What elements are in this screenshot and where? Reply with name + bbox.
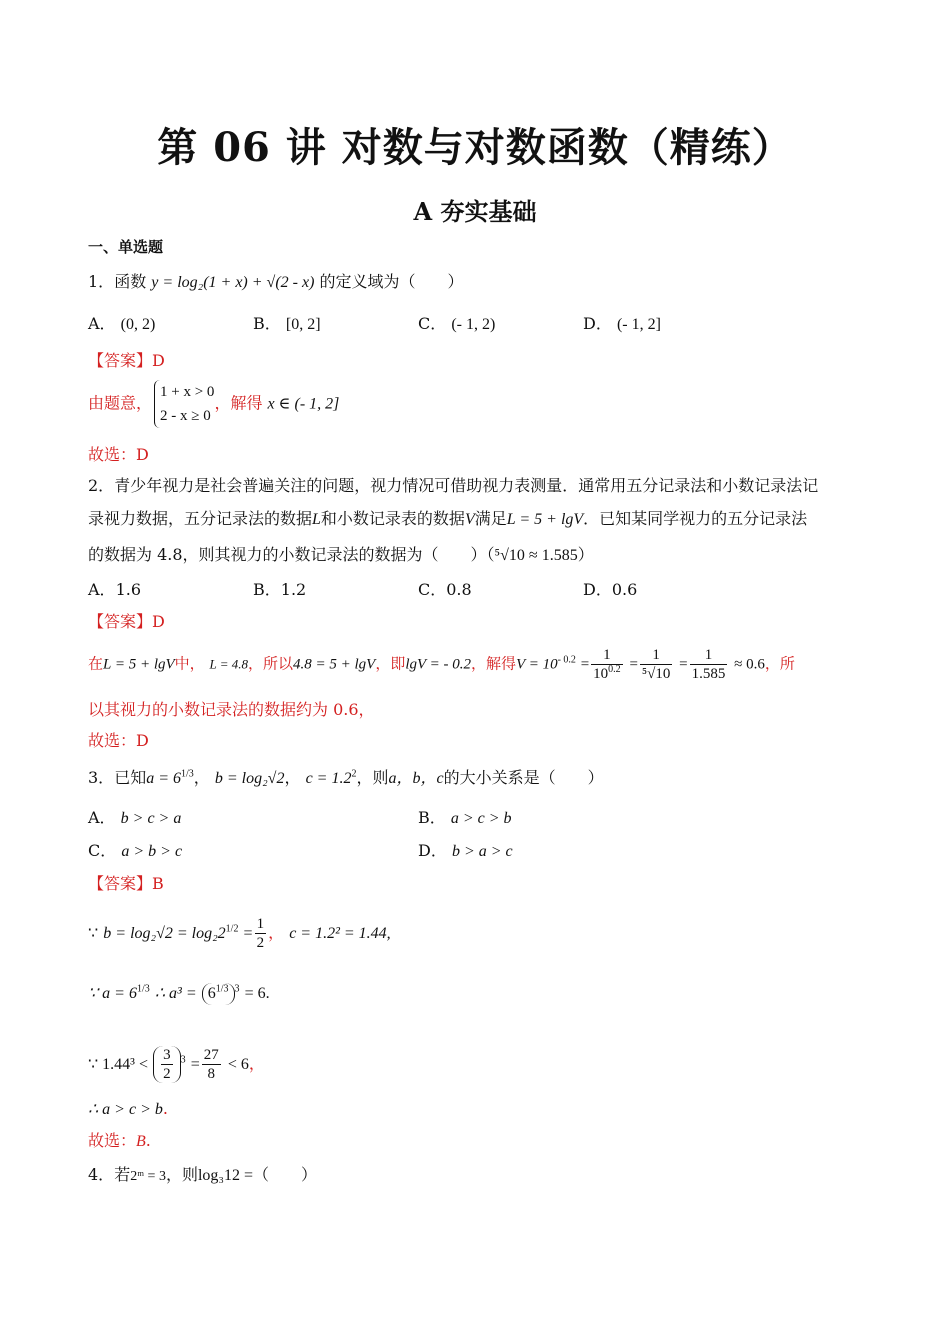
q3-step3: ∵ 1.44³ < $\frac{3}{2}$ $^3$ = $\frac{27}{8}$ < 6， — [88, 1047, 265, 1082]
q1-stem: 1．函数 y = log₂(1 + x) + √(2 - x) 的定义域为（ ） — [88, 272, 464, 291]
q1-option-c: C． (- 1, 2) — [418, 314, 496, 333]
q2-analysis-line2: 以其视力的小数记录法的数据约为 0.6， — [88, 700, 375, 719]
q3-stem: 3．已知$a = 6^{1/3}$， b = log₂√2， $c = 1.2^2$，则a，b，c的大小关系是（ ） — [88, 768, 604, 787]
q2-stem-line3: 的数据为 4.8，则其视力的小数记录法的数据为（ ）（⁵√10 ≈ 1.585） — [88, 545, 594, 564]
q3-step4: ∴ a > c > b. — [88, 1099, 168, 1118]
q3-fraction-paren: $\frac{3}{2}$ — [153, 1046, 181, 1083]
q2-option-a: A．1.6 — [88, 580, 142, 599]
section-subtitle: A 夯实基础 — [413, 197, 537, 226]
q3-choose: 故选：B. — [88, 1131, 151, 1150]
q2-answer: 【答案】D — [88, 612, 165, 631]
q1-answer: 【答案】D — [88, 351, 165, 370]
q1-formula: y = log₂(1 + x) + √(2 - x) — [151, 274, 315, 291]
q3-option-b: B． a > c > b — [418, 808, 512, 827]
q1-option-d: D． (- 1, 2] — [583, 314, 661, 333]
q3-answer: 【答案】B — [88, 874, 164, 893]
q2-choose: 故选：D — [88, 731, 149, 750]
section-heading: 一、单选题 — [88, 238, 164, 256]
q3-paren: $6^{1/3}$ — [202, 983, 235, 1005]
q2-analysis-line1: 在L = 5 + lgV中， L = 4.8，所以4.8 = 5 + lgV，即lgV = - 0.2，解得$V = 10^{- 0.2}$ = $\frac{1}{10^{0.2}}$ = $\frac{1}{\text{⁵√10}}$ = $\frac{1}{1.585}$ ≈ 0.6，所 — [88, 647, 795, 682]
q1-choose: 故选：D — [88, 445, 149, 464]
q3-step1: ∵ $b = \log_2√2 = \log_22^{1/2}$ = $\frac{1}{2}$ ， c = 1.2² = 1.44, — [88, 916, 391, 951]
q2-stem-line1: 2．青少年视力是社会普遍关注的问题，视力情况可借助视力表测量．通常用五分记录法和小数记录法记 — [88, 476, 819, 495]
q3-option-d: D． b > a > c — [418, 841, 513, 860]
q1-inequality-system: 1 + x > 0 2 - x ≥ 0 — [154, 380, 214, 428]
q1-option-a: A． (0, 2) — [88, 314, 156, 333]
q2-option-c: C．0.8 — [418, 580, 472, 599]
q3-step2: ∵ $a = 6^{1/3}$ ∴ $a^3 = 6^{1/3}$ $^3$ = 6. — [88, 982, 270, 1005]
q3-option-a: A． b > c > a — [88, 808, 182, 827]
q1-option-b: B． [0, 2] — [253, 314, 321, 333]
q2-option-b: B．1.2 — [253, 580, 307, 599]
q3-option-c: C． a > b > c — [88, 841, 183, 860]
q2-option-d: D．0.6 — [583, 580, 638, 599]
q1-analysis: 由题意， 1 + x > 0 2 - x ≥ 0 ，解得 x ∈ (- 1, 2] — [88, 380, 339, 428]
q2-stem-line2: 录视力数据，五分记录法的数据L和小数记录表的数据V满足L = 5 + lgV．已知某同学视力的五分记录法 — [88, 509, 808, 528]
page-title: 第 06 讲 对数与对数函数（精练） — [157, 124, 793, 171]
q4-stem: 4．若2ᵐ = 3，则log₃12 =（ ） — [88, 1165, 318, 1184]
